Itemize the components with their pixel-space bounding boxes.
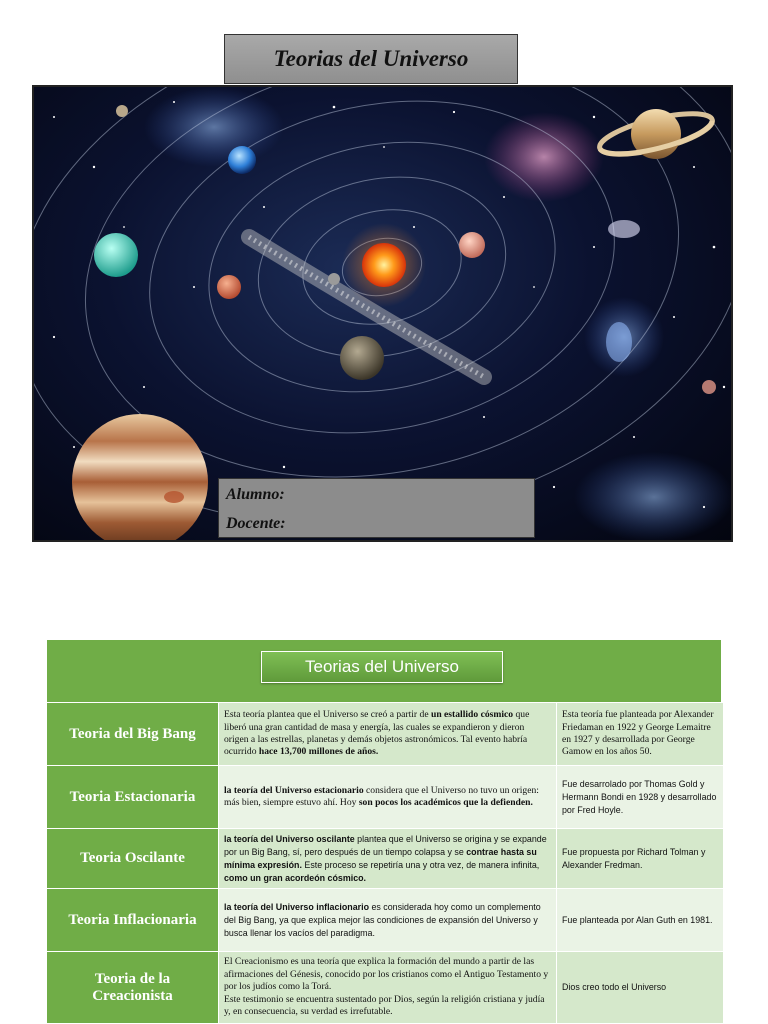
table-row	[47, 951, 723, 1023]
rocky-planet-icon	[340, 336, 384, 380]
uranus-icon	[94, 233, 138, 277]
theory-description: la teoría del Universo inflacionario es considerada hoy como un complemento del Big Bang, ya que explica mejor las condiciones de expansión del Universo y busca llenar los vacíos del paradigma.	[219, 888, 557, 951]
theory-name: Teoria del Big Bang	[47, 702, 219, 765]
theory-author: Esta teoría fue planteada por Alexander Friedaman en 1922 y George Lemaitre en 1927 y desarrollada por George Gamow en los años 50.	[557, 702, 723, 765]
theories-table	[46, 639, 722, 1023]
table-row	[47, 702, 723, 765]
theory-description: Esta teoría plantea que el Universo se creó a partir de un estallido cósmico que liberó una gran cantidad de masa y energía, las cuales se expandieron y dieron origen a las estrellas, planetas y demás objetos astronómicos. Tal evento habría ocurrido hace 13,700 millones de años.	[219, 702, 557, 765]
solar-system-image	[32, 85, 733, 542]
galaxy-icon	[608, 220, 640, 238]
mars-icon	[217, 275, 241, 299]
table-row	[47, 828, 723, 888]
mercury-icon	[116, 105, 128, 117]
small-planet-icon	[328, 273, 340, 285]
docente-label: Docente:	[226, 515, 286, 532]
page-title: Teorias del Universo	[224, 34, 518, 84]
venus-icon	[459, 232, 485, 258]
table-title: Teorias del Universo	[261, 651, 503, 683]
theory-name: Teoria de la Creacionista	[47, 951, 219, 1023]
earth-icon	[228, 146, 256, 174]
theory-author: Fue propuesta por Richard Tolman y Alexander Fredman.	[557, 828, 723, 888]
solar-system-illustration	[34, 87, 733, 542]
distant-star-icon	[702, 380, 716, 394]
theory-name: Teoria Inflacionaria	[47, 888, 219, 951]
alumno-label: Alumno:	[226, 486, 285, 503]
table-header	[47, 640, 723, 702]
table-row	[47, 765, 723, 828]
theory-name: Teoria Estacionaria	[47, 765, 219, 828]
theory-name: Teoria Oscilante	[47, 828, 219, 888]
theory-description: El Creacionismo es una teoría que explica la formación del mundo a partir de las afirmaciones del Génesis, conocido por los cristianos como el Antiguo Testamento y por los judíos como la Torá. Este testimonio se encuentra sustentado por Dios, según la religión cristiana y judía y, en consecuencia, su verdad es irrefutable.	[219, 951, 557, 1023]
sun-icon	[362, 243, 406, 287]
theory-author: Dios creo todo el Universo	[557, 951, 723, 1023]
theory-description: la teoría del Universo oscilante plantea que el Universo se origina y se expande por un Big Bang, sí, pero después de un tiempo colapsa y se contrae hasta su mínima expresión. Este proceso se repetiría una y otra vez, de manera infinita, como un gran acordeón cósmico.	[219, 828, 557, 888]
table-row	[47, 888, 723, 951]
theory-description: la teoría del Universo estacionario considera que el Universo no tuvo un origen: más bien, siempre estuvo ahí. Hoy son pocos los académicos que la defienden.	[219, 765, 557, 828]
student-teacher-box	[218, 478, 535, 538]
theory-author: Fue planteada por Alan Guth en 1981.	[557, 888, 723, 951]
nebula-icon	[606, 322, 632, 362]
theory-author: Fue desarrolado por Thomas Gold y Hermann Bondi en 1928 y desarrollado por Fred Hoyle.	[557, 765, 723, 828]
